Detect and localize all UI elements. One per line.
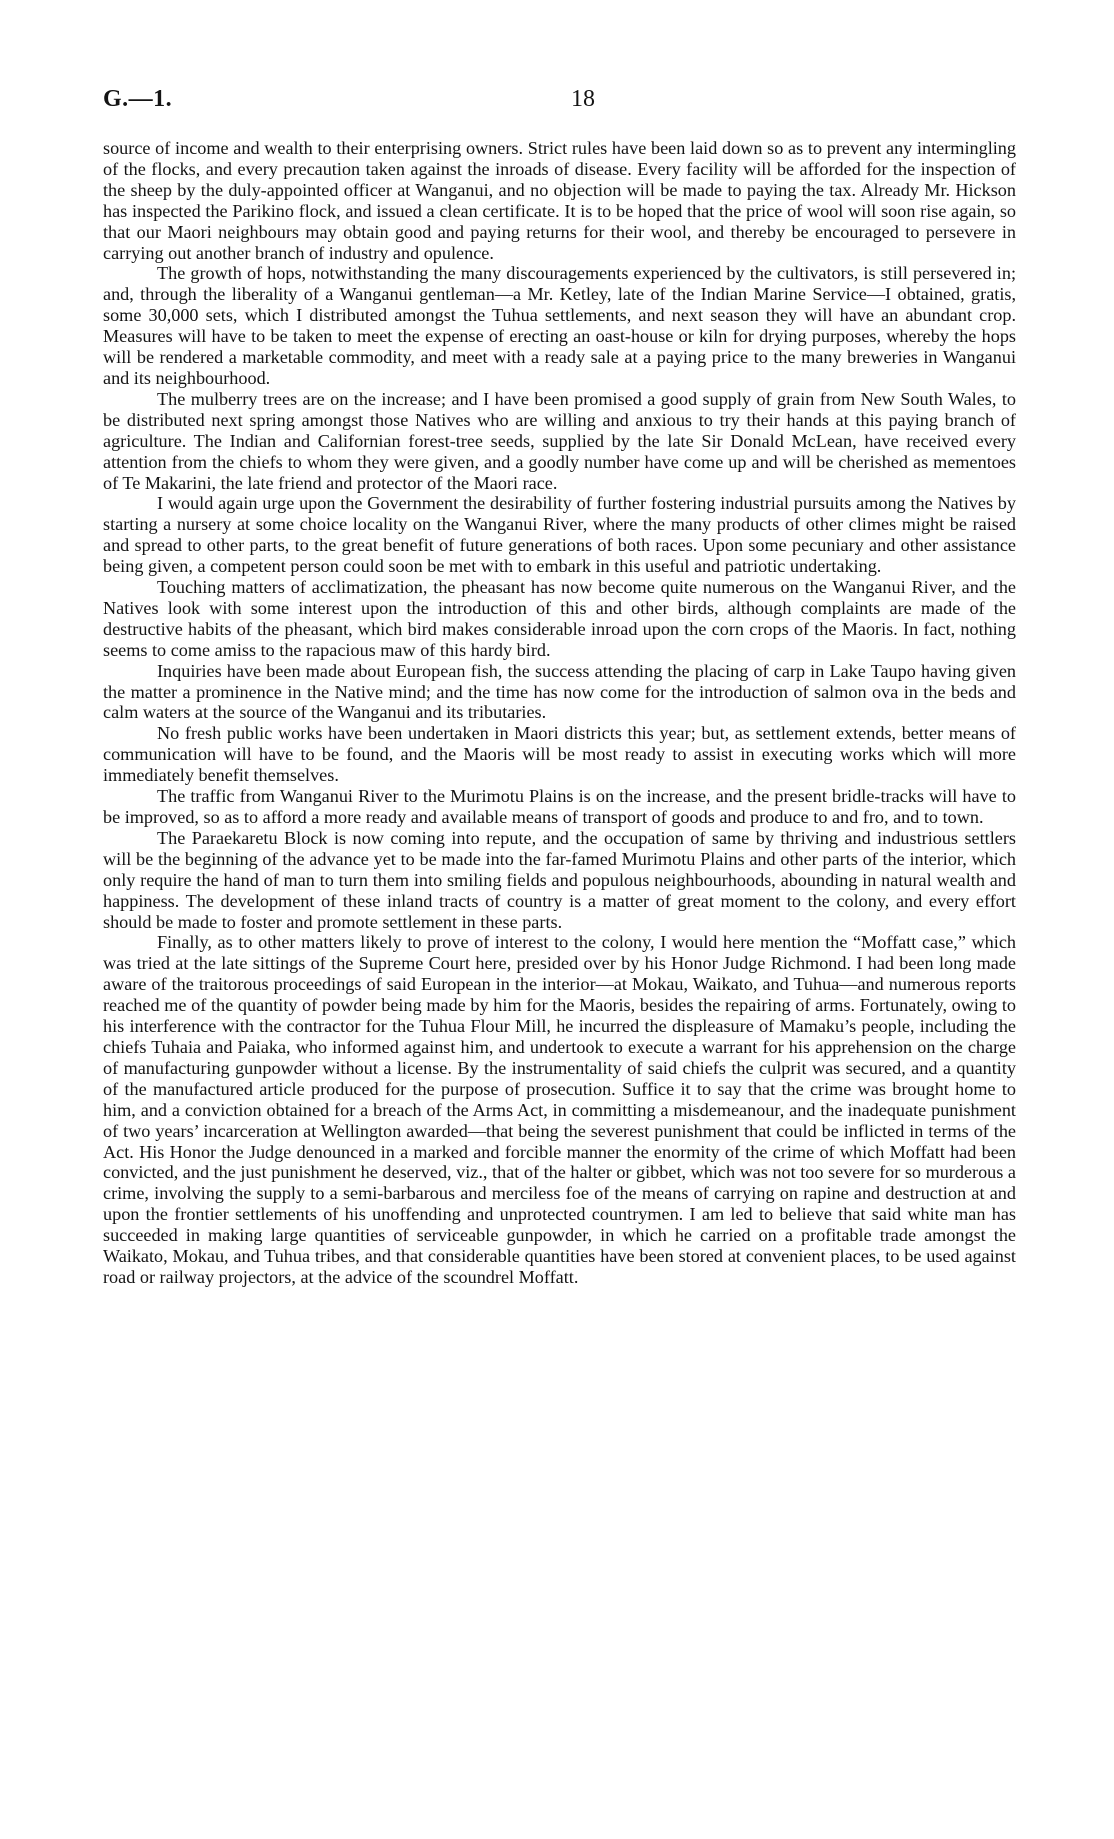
paragraph-nursery: I would again urge upon the Government the desirability of further fostering industrial pursuits among the Natives by starting a nursery at some choice locality on the Wanganui River, where the many products of other climes might be raised and spread to other parts, to the great benefit of future generations of both races. Upon some pecuniary and other assistance being given, a competent person could soon be met with to embark in this useful and patriotic undertaking. — [103, 493, 1016, 577]
paragraph-european-fish: Inquiries have been made about European fish, the success attending the placing of carp in Lake Taupo having given the matter a prominence in the Native mind; and the time has now come for the introduction of salmon ova in the beds and calm waters at the source of the Wanganui and its tributaries. — [103, 660, 1016, 723]
body-text — [103, 138, 1016, 1288]
document-reference: G.—1. — [103, 86, 173, 112]
paragraph-mulberry: The mulberry trees are on the increase; and I have been promised a good supply of grain from New South Wales, to be distributed next spring amongst those Natives who are willing and anxious to try their hands at this paying branch of agriculture. The Indian and Californian forest-tree seeds, supplied by the late Sir Donald McLean, have received every attention from the chiefs to whom they were given, and a goodly number have come up and will be cherished as mementoes of Te Makarini, the late friend and protector of the Maori race. — [103, 388, 1016, 493]
paragraph-hops: The growth of hops, notwithstanding the many discouragements experienced by the cultivators, is still persevered in; and, through the liberality of a Wanganui gentleman—a Mr. Ketley, late of the Indian Marine Service—I obtained, gratis, some 30,000 sets, which I distributed amongst the Tuhua settlements, and next season they will have an abundant crop. Measures will have to be taken to meet the expense of erecting an oast-house or kiln for drying purposes, whereby the hops will be rendered a marketable commodity, and meet with a ready sale at a paying price to the many breweries in Wanganui and its neighbourhood. — [103, 263, 1016, 388]
paragraph-traffic: The traffic from Wanganui River to the Murimotu Plains is on the increase, and the present bridle-tracks will have to be improved, so as to afford a more ready and available means of transport of goods and produce to and fro, and to town. — [103, 786, 1016, 827]
paragraph-moffatt-case: Finally, as to other matters likely to prove of interest to the colony, I would here mention the “Moffatt case,” which was tried at the late sittings of the Supreme Court here, presided over by his Honor Judge Richmond. I had been long made aware of the traitorous proceedings of said European in the interior—at Mokau, Waikato, and Tuhua—and numerous reports reached me of the quantity of powder being made by him for the Maoris, besides the repairing of arms. Fortunately, owing to his interference with the contractor for the Tuhua Flour Mill, he incurred the displeasure of Mamaku’s people, including the chiefs Tuhaia and Paiaka, who informed against him, and undertook to execute a warrant for his apprehension on the charge of manufacturing gunpowder without a license. By the instrumentality of said chiefs the culprit was secured, and a quantity of the manufactured article produced for the purpose of prosecution. Suffice it to say that the crime was brought home to him, and a conviction obtained for a breach of the Arms Act, in committing a misdemeanour, and the inadequate punishment of two years’ incarceration at Wellington awarded—that being the severest punishment that could be inflicted in terms of the Act. His Honor the Judge denounced in a marked and forcible manner the enormity of the crime of which Moffatt had been convicted, and the just punishment he deserved, viz., that of the halter or gibbet, which was not too severe for so murderous a crime, involving the supply to a semi-barbarous and merciless foe of the means of carrying on rapine and destruction at and upon the frontier settlements of his unoffending and unprotected countrymen. I am led to believe that said white man has succeeded in making large quantities of serviceable gunpowder, in which he carried on a profitable trade amongst the Waikato, Mokau, and Tuhua tribes, and that considerable quantities have been stored at convenient places, to be used against road or railway projectors, at the advice of the scoundrel Moffatt. — [103, 932, 1016, 1287]
paragraph-acclimatization: Touching matters of acclimatization, the pheasant has now become quite numerous on the Wanganui River, and the Natives look with some interest upon the introduction of this and other birds, although complaints are made of the destructive habits of the pheasant, which bird makes considerable inroad upon the corn crops of the Maoris. In fact, nothing seems to come amiss to the rapacious maw of this hardy bird. — [103, 577, 1016, 660]
paragraph-continued-wool: source of income and wealth to their enterprising owners. Strict rules have been laid down so as to prevent any intermingling of the flocks, and every precaution taken against the inroads of disease. Every facility will be afforded for the inspection of the sheep by the duly-appointed officer at Wanganui, and no objection will be made to paying the tax. Already Mr. Hickson has inspected the Parikino flock, and issued a clean certificate. It is to be hoped that the price of wool will soon rise again, so that our Maori neighbours may obtain good and paying returns for their wool, and thereby be encouraged to persevere in carrying out another branch of industry and opulence. — [103, 138, 1016, 263]
paragraph-public-works: No fresh public works have been undertaken in Maori districts this year; but, as settlement extends, better means of communication will have to be found, and the Maoris will be most ready to assist in executing works which will more immediately benefit themselves. — [103, 723, 1016, 786]
page-number: 18 — [571, 86, 595, 112]
page-header — [103, 86, 1063, 116]
paragraph-paraekaretu: The Paraekaretu Block is now coming into repute, and the occupation of same by thriving and industrious settlers will be the beginning of the advance yet to be made into the far-famed Murimotu Plains and other parts of the interior, which only require the hand of man to turn them into smiling fields and populous neighbourhoods, abounding in natural wealth and happiness. The development of these inland tracts of country is a matter of great moment to the colony, and every effort should be made to foster and promote settlement in these parts. — [103, 827, 1016, 932]
